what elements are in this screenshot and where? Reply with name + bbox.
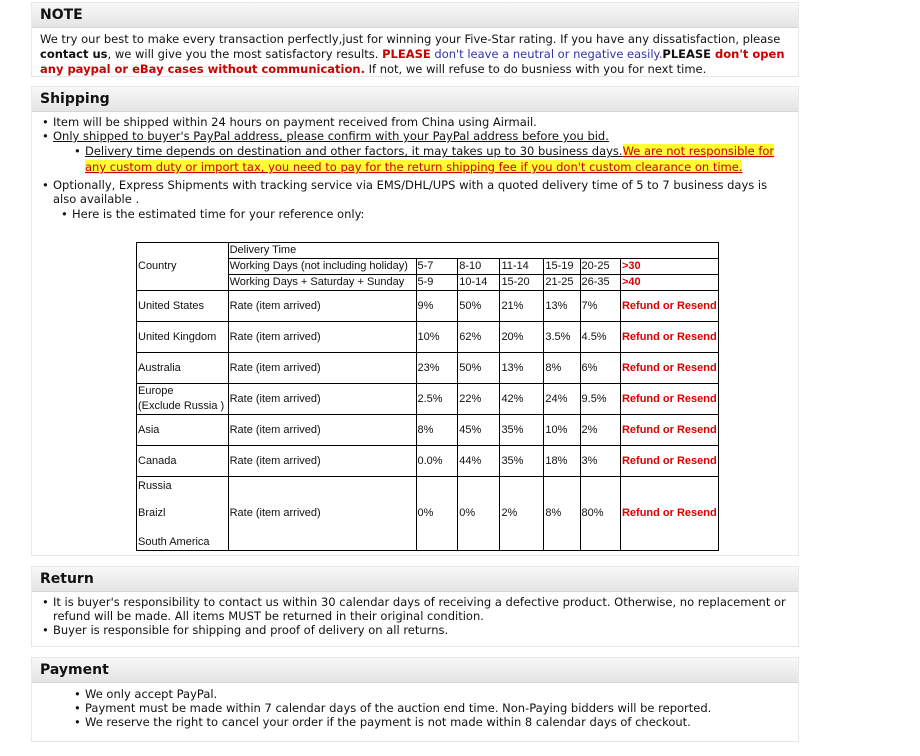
rate-cell: 0%	[458, 497, 500, 531]
rate-cell: 44%	[458, 446, 500, 477]
country-cell: Australia	[137, 353, 229, 384]
refund-cell: Refund or Resend	[620, 446, 718, 477]
refund-cell: Refund or Resend	[620, 291, 718, 322]
note-p5: If not, we will refuse to do busniess with you for next time.	[364, 62, 707, 76]
ws-cell: 26-35	[580, 275, 620, 291]
delivery-time-header: Delivery Time	[228, 243, 718, 259]
ws-cell: 15-20	[500, 275, 544, 291]
working-days-label: Working Days (not including holiday)	[228, 259, 416, 275]
rate-label: Rate (item arrived)	[228, 353, 416, 384]
return-list	[40, 595, 790, 637]
return-section	[31, 566, 799, 647]
table-row	[137, 415, 719, 446]
delivery-time-table	[136, 242, 719, 551]
payment-bullet-1: • We only accept PayPal.	[72, 687, 790, 701]
wd-cell: 5-7	[416, 259, 458, 275]
wd-cell: 8-10	[458, 259, 500, 275]
weekend-days-label: Working Days + Saturday + Sunday	[228, 275, 416, 291]
shipping-bullet-2: • Only shipped to buyer's PayPal address, please confirm with your PayPal address before you bid.	[40, 129, 790, 143]
payment-title: Payment	[32, 658, 798, 683]
rate-cell: 0.0%	[416, 446, 458, 477]
rate-cell: 9.5%	[580, 384, 620, 415]
rate-cell: 35%	[500, 446, 544, 477]
wd-cell: 15-19	[544, 259, 580, 275]
note-section	[31, 2, 799, 77]
rate-cell: 9%	[416, 291, 458, 322]
wd-cell: >30	[620, 259, 718, 275]
rate-cell: 10%	[416, 322, 458, 353]
rate-cell: 20%	[500, 322, 544, 353]
rate-cell: 42%	[500, 384, 544, 415]
note-title: NOTE	[32, 3, 798, 28]
ws-cell: 10-14	[458, 275, 500, 291]
rate-cell: 45%	[458, 415, 500, 446]
rate-cell: 8%	[416, 415, 458, 446]
rate-cell: 2%	[580, 415, 620, 446]
rate-label: Rate (item arrived)	[228, 322, 416, 353]
rate-cell: 0%	[416, 497, 458, 531]
return-bullet-1: • It is buyer's responsibility to contact us within 30 calendar days of receiving a defective product. Otherwise, no replacement or refund will be made. All items MUST be returned in their original condition.	[40, 595, 790, 623]
rate-cell: 50%	[458, 353, 500, 384]
rate-cell: 2.5%	[416, 384, 458, 415]
contact-us-text: contact us	[40, 47, 108, 61]
rate-cell: 3%	[580, 446, 620, 477]
note-p3: don't leave a neutral or negative easily.	[430, 47, 663, 61]
rate-cell: 24%	[544, 384, 580, 415]
refund-cell: Refund or Resend	[620, 322, 718, 353]
note-p2: , we will give you the most satisfactory results.	[107, 47, 383, 61]
note-text	[32, 28, 798, 77]
rate-cell: 21%	[500, 291, 544, 322]
return-bullet-2: • Buyer is responsible for shipping and proof of delivery on all returns.	[40, 623, 790, 637]
country-cell: United States	[137, 291, 229, 322]
return-title: Return	[32, 567, 798, 592]
brazil-label: Braizl	[137, 497, 229, 531]
rate-cell: 8%	[544, 353, 580, 384]
table-row	[137, 322, 719, 353]
rate-cell: 62%	[458, 322, 500, 353]
rate-cell: 4.5%	[580, 322, 620, 353]
rate-label: Rate (item arrived)	[228, 497, 416, 531]
shipping-bullet-4: • Optionally, Express Shipments with tracking service via EMS/DHL/UPS with a quoted delivery time of 5 to 7 business days is also available .	[40, 178, 790, 206]
rate-cell: 3.5%	[544, 322, 580, 353]
wd-cell: 11-14	[500, 259, 544, 275]
country-cell: Asia	[137, 415, 229, 446]
shipping-title: Shipping	[32, 87, 798, 112]
rate-cell: 22%	[458, 384, 500, 415]
ws-cell: 21-25	[544, 275, 580, 291]
payment-bullet-3: • We reserve the right to cancel your order if the payment is not made within 8 calendar days of checkout.	[72, 715, 790, 729]
wd-cell: 20-25	[580, 259, 620, 275]
rate-label: Rate (item arrived)	[228, 291, 416, 322]
note-p1: We try our best to make every transaction perfectly,just for winning your Five-Star rating. If you have any dissatisfaction, please	[40, 32, 781, 46]
payment-list	[72, 687, 790, 729]
shipping-bullet-3: • Delivery time depends on destination and other factors, it may takes up to 30 business days.We are not responsible for any custom duty or import tax, you need to pay for the return shipping fee if you don't custom clearance on time.	[72, 143, 790, 175]
russia-label: Russia	[137, 477, 229, 497]
payment-bullet-2: • Payment must be made within 7 calendar days of the auction end time. Non-Paying bidders will be reported.	[72, 701, 790, 715]
rate-cell: 10%	[544, 415, 580, 446]
rate-label: Rate (item arrived)	[228, 384, 416, 415]
shipping-bullet-1: • Item will be shipped within 24 hours on payment received from China using Airmail.	[40, 115, 790, 129]
rate-cell: 80%	[580, 497, 620, 531]
south-america-label: South America	[137, 531, 229, 551]
please-text-2: PLEASE	[662, 47, 712, 61]
rate-cell: 50%	[458, 291, 500, 322]
table-row	[137, 353, 719, 384]
table-row	[137, 291, 719, 322]
shipping-list	[40, 115, 790, 221]
ws-cell: >40	[620, 275, 718, 291]
please-text-1: PLEASE	[382, 47, 431, 61]
rate-label: Rate (item arrived)	[228, 415, 416, 446]
table-row	[137, 384, 719, 415]
rate-cell: 6%	[580, 353, 620, 384]
country-cell: Europe (Exclude Russia )	[137, 384, 229, 415]
rate-cell: 13%	[500, 353, 544, 384]
rate-cell: 2%	[500, 497, 544, 531]
rate-cell: 13%	[544, 291, 580, 322]
refund-cell: Refund or Resend	[620, 384, 718, 415]
payment-section	[31, 657, 799, 742]
shipping-section	[31, 86, 799, 556]
ws-cell: 5-9	[416, 275, 458, 291]
custom-duty-warning: We are not responsible for any custom duty or import tax, you need to pay for the return shipping fee if you don't custom clearance on time.	[85, 144, 775, 174]
country-header: Country	[137, 243, 229, 291]
refund-cell: Refund or Resend	[620, 415, 718, 446]
refund-cell: Refund or Resend	[620, 353, 718, 384]
rate-cell: 18%	[544, 446, 580, 477]
rate-cell: 7%	[580, 291, 620, 322]
rate-cell: 23%	[416, 353, 458, 384]
refund-cell: Refund or Resend	[620, 497, 718, 531]
country-cell: Canada	[137, 446, 229, 477]
shipping-bullet-5: • Here is the estimated time for your reference only:	[59, 207, 790, 221]
rate-label: Rate (item arrived)	[228, 446, 416, 477]
rate-cell: 8%	[544, 497, 580, 531]
table-row	[137, 446, 719, 477]
rate-cell: 35%	[500, 415, 544, 446]
country-cell: United Kingdom	[137, 322, 229, 353]
note-p4: don't open any paypal or eBay cases without communication.	[40, 47, 785, 76]
